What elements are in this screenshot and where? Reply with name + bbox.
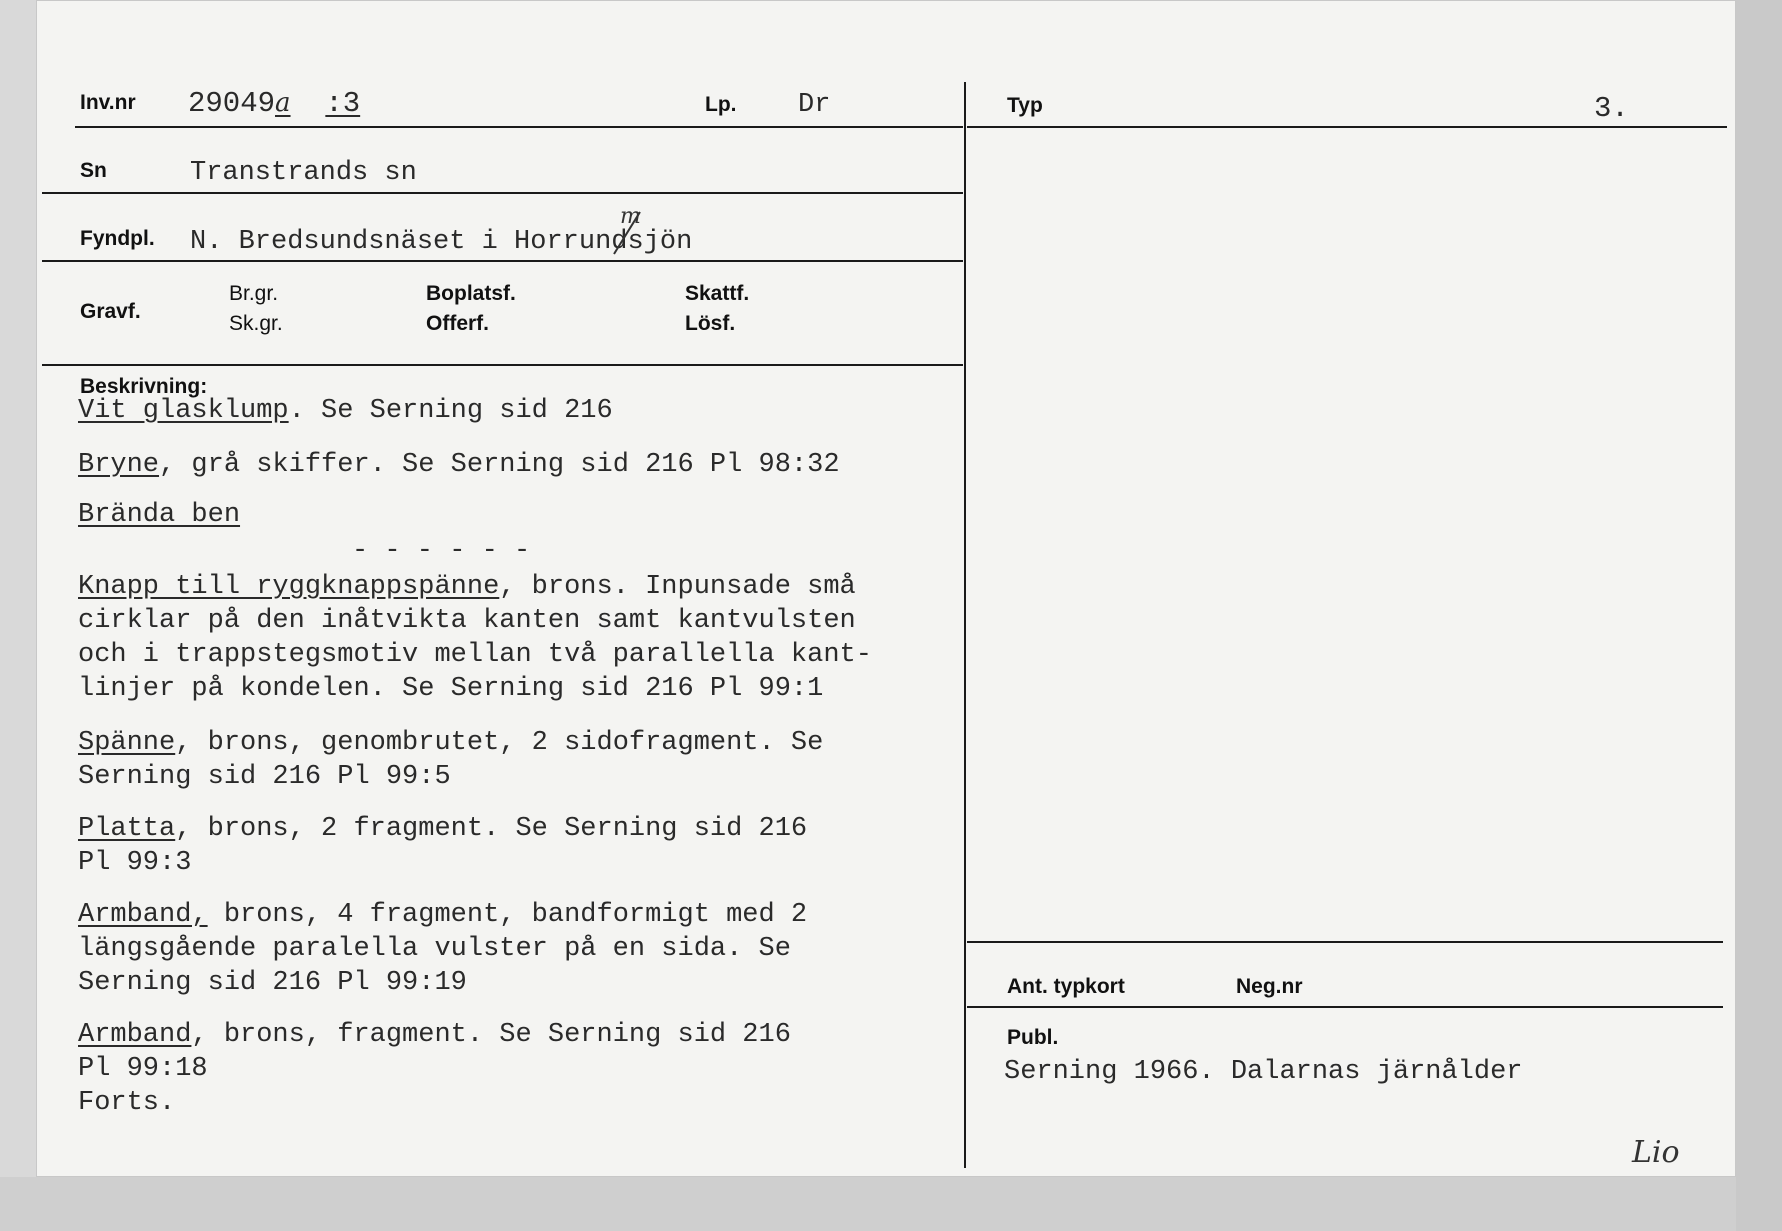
column-divider — [964, 82, 966, 1168]
entry-separator: - - - - - - — [352, 536, 531, 566]
rule-gravf — [42, 364, 963, 366]
rule-ant-typkort — [967, 941, 1723, 943]
skattf-label: Skattf. — [685, 282, 750, 305]
entry-armband-1 — [78, 898, 807, 1000]
signature: Lio — [1632, 1135, 1680, 1170]
negnr-label: Neg.nr — [1236, 975, 1303, 998]
entry-head: Platta — [78, 814, 176, 844]
entry-armband-2 — [78, 1018, 791, 1120]
entry-knapp — [78, 570, 872, 706]
entry-head: Vit glasklump — [78, 396, 289, 426]
entry-head: Spänne — [78, 728, 176, 758]
entry-head: Armband — [78, 1020, 192, 1050]
scan-background-right — [1736, 0, 1782, 1231]
entry-head: Brända ben — [78, 500, 241, 530]
inv-value — [188, 86, 360, 121]
typ-label: Typ — [1007, 94, 1043, 117]
rule-typ — [967, 126, 1727, 128]
entry-head: Knapp till ryggknappspänne — [78, 572, 500, 602]
publ-label: Publ. — [1007, 1026, 1059, 1049]
entry-line: Forts. — [78, 1088, 176, 1118]
rule-fyndpl — [42, 260, 963, 262]
entry-line: . Se Serning sid 216 — [288, 396, 613, 426]
fyndpl-correction: m — [620, 204, 641, 229]
entry-line: , brons, 2 fragment. Se Serning sid 216 — [175, 814, 808, 844]
entry-line: och i trappstegsmotiv mellan två parallella kant- — [78, 640, 872, 670]
entry-line: , brons. Inpunsade små — [499, 572, 856, 602]
inv-suffix: a — [275, 88, 291, 118]
entry-head: Armband, — [78, 900, 208, 930]
sn-label: Sn — [80, 159, 107, 182]
ant-typkort-label: Ant. typkort — [1007, 975, 1125, 998]
beskrivning-label: Beskrivning: — [80, 375, 208, 398]
entry-line: , brons, fragment. Se Serning sid 216 — [191, 1020, 791, 1050]
entry-line: , grå skiffer. Se Serning sid 216 Pl 98:32 — [159, 450, 840, 480]
boplatsf-label: Boplatsf. — [426, 282, 516, 305]
publ-value: Serning 1966. Dalarnas järnålder — [1004, 1057, 1523, 1087]
entry-line: brons, 4 fragment, bandformigt med 2 — [207, 900, 808, 930]
entry-line: Pl 99:3 — [78, 848, 192, 878]
entry-line: Pl 99:18 — [78, 1054, 208, 1084]
brgr-label: Br.gr. — [229, 282, 279, 305]
entry-vit-glasklump — [78, 394, 613, 428]
lp-value: Dr — [798, 90, 831, 120]
fyndpl-label: Fyndpl. — [80, 227, 155, 250]
entry-line: längsgående paralella vulster på en sida. Se — [78, 934, 791, 964]
correction-strike-mark — [610, 204, 650, 258]
rule-publ — [967, 1006, 1723, 1008]
fyndpl-value: N. Bredsundsnäset i Horrundsjön — [190, 227, 693, 257]
inv-part: :3 — [325, 87, 361, 120]
entry-platta — [78, 812, 807, 880]
entry-head: Bryne — [78, 450, 160, 480]
offerf-label: Offerf. — [426, 312, 489, 335]
inv-number: 29049 — [188, 87, 276, 120]
entry-line: Serning sid 216 Pl 99:5 — [78, 762, 451, 792]
rule-inv — [75, 126, 963, 128]
entry-line: cirklar på den inåtvikta kanten samt kantvulsten — [78, 606, 856, 636]
scan-background-bottom — [0, 1177, 1782, 1231]
entry-bryne — [78, 448, 840, 482]
losf-label: Lösf. — [685, 312, 736, 335]
gravf-label: Gravf. — [80, 300, 141, 323]
rule-sn — [42, 192, 963, 194]
entry-line: Serning sid 216 Pl 99:19 — [78, 968, 467, 998]
typ-value: 3. — [1594, 92, 1629, 125]
entry-line: linjer på kondelen. Se Serning sid 216 Pl 99:1 — [78, 674, 824, 704]
skgr-label: Sk.gr. — [229, 312, 283, 335]
inv-label: Inv.nr — [80, 91, 136, 114]
entry-line: , brons, genombrutet, 2 sidofragment. Se — [175, 728, 824, 758]
entry-spanne — [78, 726, 823, 794]
entry-branda-ben — [78, 498, 240, 532]
sn-value: Transtrands sn — [190, 158, 417, 188]
lp-label: Lp. — [705, 93, 737, 116]
